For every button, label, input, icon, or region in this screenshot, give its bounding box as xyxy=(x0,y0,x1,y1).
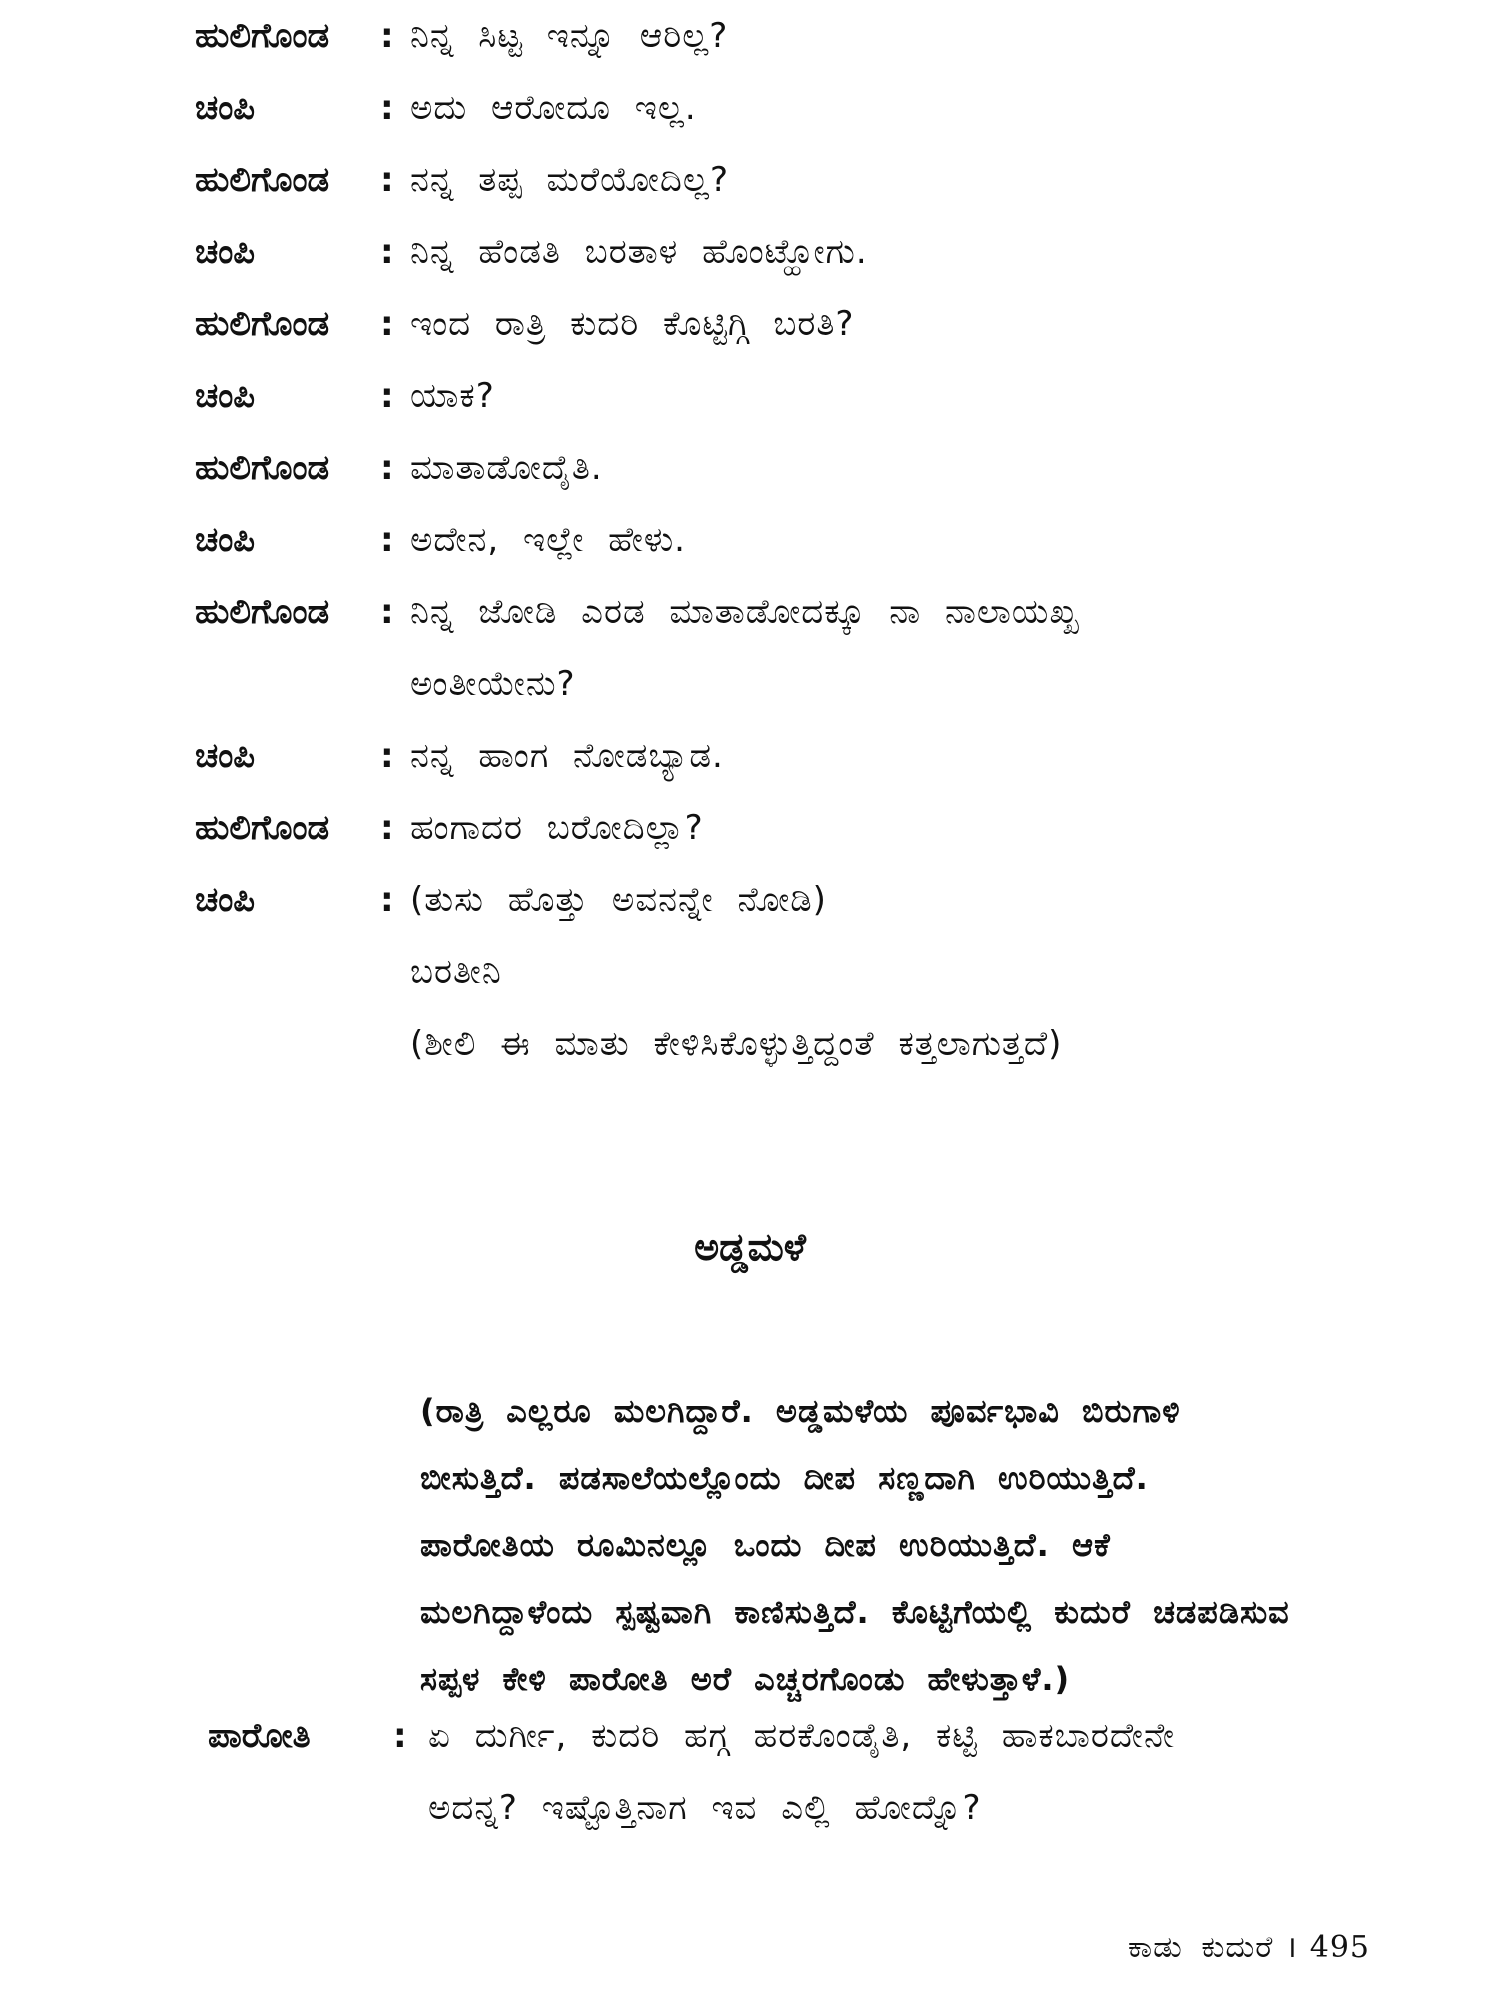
dialogue-line xyxy=(195,0,1375,72)
speaker-name: ಹುಲಿಗೊಂಡ xyxy=(195,160,330,200)
footer-separator: । xyxy=(1285,1930,1298,1965)
colon: : xyxy=(380,808,394,848)
colon: : xyxy=(380,304,394,344)
speaker-name: ಹುಲಿಗೊಂಡ xyxy=(195,808,330,848)
speaker-name: ಚಂಪಿ xyxy=(195,232,256,272)
speaker-name: ಚಂಪಿ xyxy=(195,88,256,128)
dialogue-text: ಯಾಕ? xyxy=(410,376,495,416)
stage-direction-line: ಬೀಸುತ್ತಿದೆ. ಪಡಸಾಲೆಯಲ್ಲೊಂದು ದೀಪ ಸಣ್ಣದಾಗಿ ಉರಿಯುತ್ತಿದೆ. xyxy=(420,1459,1149,1497)
colon: : xyxy=(380,448,394,488)
colon: : xyxy=(380,376,394,416)
speaker-name: ಹುಲಿಗೊಂಡ xyxy=(195,16,330,56)
dialogue-line xyxy=(195,864,1375,936)
colon: : xyxy=(380,16,394,56)
book-title: ಕಾಡು ಕುದುರೆ xyxy=(1128,1930,1274,1965)
dialogue-line xyxy=(208,1700,1378,1772)
dialogue-text: ಅದೇನ, ಇಲ್ಲೇ ಹೇಳು. xyxy=(410,520,686,560)
dialogue-block-2 xyxy=(208,1700,1378,1844)
stage-direction-line: (ರಾತ್ರಿ ಎಲ್ಲರೂ ಮಲಗಿದ್ದಾರೆ. ಅಡ್ಡಮಳೆಯ ಪೂರ್ವಭಾವಿ ಬಿರುಗಾಳಿ xyxy=(420,1392,1181,1430)
dialogue-text: ನಿನ್ನ ಜೋಡಿ ಎರಡ ಮಾತಾಡೋದಕ್ಕೂ ನಾ ನಾಲಾಯಖ್ಖ xyxy=(410,592,1079,632)
dialogue-text: (ತುಸು ಹೊತ್ತು ಅವನನ್ನೇ ನೋಡಿ) xyxy=(410,880,827,920)
dialogue-text: ಮಾತಾಡೋದೈತಿ. xyxy=(410,448,603,488)
dialogue-continuation: ಅಂತೀಯೇನು? xyxy=(410,664,576,704)
dialogue-text: ನನ್ನ ತಪ್ಪ ಮರೆಯೋದಿಲ್ಲ? xyxy=(410,160,729,200)
dialogue-line xyxy=(195,432,1375,504)
colon: : xyxy=(380,736,394,776)
colon: : xyxy=(380,160,394,200)
colon: : xyxy=(380,520,394,560)
speaker-name: ಚಂಪಿ xyxy=(195,736,256,776)
dialogue-line xyxy=(195,216,1375,288)
speaker-name: ಚಂಪಿ xyxy=(195,376,256,416)
speaker-name: ಚಂಪಿ xyxy=(195,880,256,920)
dialogue-line xyxy=(195,720,1375,792)
speaker-name: ಪಾರೋತಿ xyxy=(208,1716,311,1756)
speaker-name: ಹುಲಿಗೊಂಡ xyxy=(195,304,330,344)
dialogue-line xyxy=(195,792,1375,864)
stage-direction-line: ಸಪ್ಪಳ ಕೇಳಿ ಪಾರೋತಿ ಅರೆ ಎಚ್ಚರಗೊಂಡು ಹೇಳುತ್ತಾಳೆ.) xyxy=(420,1660,1071,1698)
dialogue-line xyxy=(195,72,1375,144)
dialogue-text: ಹಂಗಾದರ ಬರೋದಿಲ್ಲಾ? xyxy=(410,808,704,848)
colon: : xyxy=(393,1716,407,1756)
scene-title: ಅಡ್ಡಮಳೆ xyxy=(694,1225,806,1269)
stage-direction-line: ಮಲಗಿದ್ದಾಳೆಂದು ಸ್ಪಷ್ಟವಾಗಿ ಕಾಣಿಸುತ್ತಿದೆ. ಕೊಟ್ಟಿಗೆಯಲ್ಲಿ ಕುದುರೆ ಚಡಪಡಿಸುವ xyxy=(420,1593,1290,1631)
dialogue-block xyxy=(195,0,1375,1080)
colon: : xyxy=(380,880,394,920)
dialogue-line xyxy=(195,288,1375,360)
stage-direction xyxy=(420,1378,1375,1713)
dialogue-text: ಇಂದ ರಾತ್ರಿ ಕುದರಿ ಕೊಟ್ಟಿಗ್ಗಿ ಬರತಿ? xyxy=(410,304,855,344)
colon: : xyxy=(380,592,394,632)
dialogue-line xyxy=(195,504,1375,576)
dialogue-text: ಅದು ಆರೋದೂ ಇಲ್ಲ. xyxy=(410,88,697,128)
dialogue-text: ನಿನ್ನ ಸಿಟ್ಟ ಇನ್ನೂ ಆರಿಲ್ಲ? xyxy=(410,16,729,56)
dialogue-continuation: ಅದನ್ನ? ಇಷ್ಟೊತ್ತಿನಾಗ ಇವ ಎಲ್ಲಿ ಹೋದ್ನೊ? xyxy=(428,1788,982,1828)
dialogue-text: ಏ ದುರ್ಗೀ, ಕುದರಿ ಹಗ್ಗ ಹರಕೊಂಡೈತಿ, ಕಟ್ಟಿ ಹಾಕಬಾರದೇನೇ xyxy=(428,1716,1175,1756)
speaker-name: ಹುಲಿಗೊಂಡ xyxy=(195,592,330,632)
dialogue-line xyxy=(195,360,1375,432)
stage-direction-line: ಪಾರೋತಿಯ ರೂಮಿನಲ್ಲೂ ಒಂದು ದೀಪ ಉರಿಯುತ್ತಿದೆ. ಆಕೆ xyxy=(420,1526,1111,1564)
dialogue-line xyxy=(195,144,1375,216)
dialogue-line xyxy=(195,576,1375,648)
page-number: 495 xyxy=(1309,1930,1370,1965)
colon: : xyxy=(380,232,394,272)
colon: : xyxy=(380,88,394,128)
dialogue-continuation: ಬರತೀನಿ xyxy=(410,952,502,992)
page-footer xyxy=(1128,1925,1370,1966)
dialogue-text: ನನ್ನ ಹಾಂಗ ನೋಡಬ್ಯಾಡ. xyxy=(410,736,724,776)
dialogue-text: ನಿನ್ನ ಹೆಂಡತಿ ಬರತಾಳ ಹೊಂಟ್ಹೋಗು. xyxy=(410,232,868,272)
speaker-name: ಚಂಪಿ xyxy=(195,520,256,560)
stage-note: (ಶೀಲಿ ಈ ಮಾತು ಕೇಳಿಸಿಕೊಳ್ಳುತ್ತಿದ್ದಂತೆ ಕತ್ತಲಾಗುತ್ತದೆ) xyxy=(410,1024,1063,1064)
speaker-name: ಹುಲಿಗೊಂಡ xyxy=(195,448,330,488)
